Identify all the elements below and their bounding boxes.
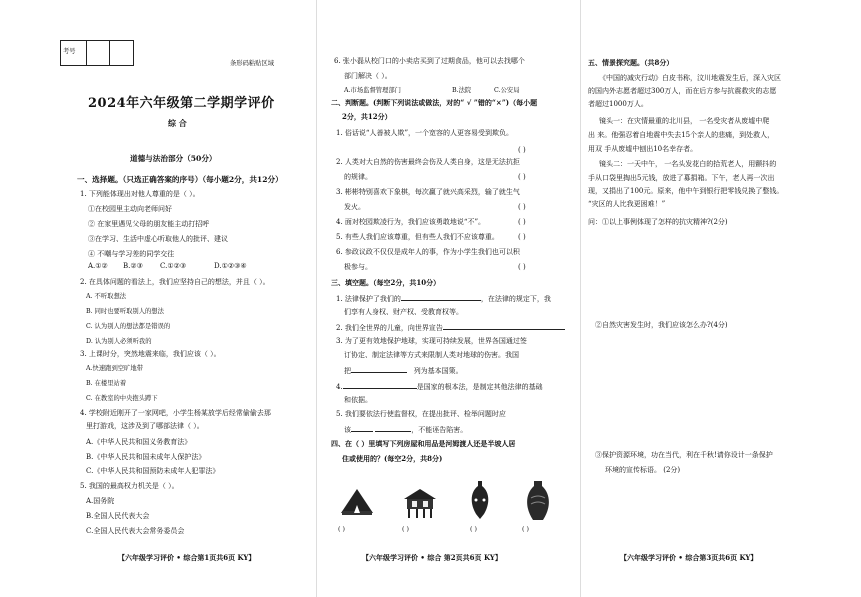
q3-option: A.快速跑到空旷地带 bbox=[86, 365, 143, 372]
question-5: 5. 我国的最高权力机关是（ ）。 bbox=[80, 482, 179, 490]
question-4: 4. 学校附近刚开了一家网吧，小学生杨某放学后经常偷偷去那 bbox=[80, 409, 271, 417]
exam-number-label: 考号 bbox=[63, 48, 76, 55]
q4-option: C.《中华人民共和国预防未成年人犯罪法》 bbox=[86, 467, 220, 475]
question-1: 1. 下列能体现出对他人尊重的是（ ）。 bbox=[80, 190, 200, 198]
q6-option: A.市场监督管理部门 bbox=[344, 87, 401, 94]
question-3: 3. 上课时分，突然地震来临，我们应该（ ）。 bbox=[80, 350, 221, 358]
scene-2-line: 手从口袋里掏出5元钱，放进了募捐箱。下午，老人再一次出 bbox=[588, 174, 775, 182]
q1-option: ④ 不嘲与学习差的同学交往 bbox=[88, 250, 175, 258]
q5-option: A.国务院 bbox=[86, 497, 115, 505]
question-5-2: ②自然灾害发生时，我们应该怎么办?(4分) bbox=[595, 321, 728, 329]
q5-option: B.全国人民代表大会 bbox=[86, 512, 150, 520]
judge-6-cont: 极参与。 bbox=[344, 263, 372, 271]
part4-title-cont: 住或使用的？(每空2分，共8分) bbox=[342, 454, 443, 463]
scene-2-line: “灾区的人比我更困难！” bbox=[588, 200, 666, 208]
image-answer-paren[interactable]: ( ) bbox=[470, 526, 477, 533]
question-5-3-cont: 环境的宣传标语。 (2分) bbox=[605, 466, 681, 474]
page-title: 2024年六年级第二学期学评价 bbox=[88, 96, 275, 111]
q1-option: ② 在家里遇见父母的朋友能主动打招呼 bbox=[88, 220, 210, 228]
judge-6-paren[interactable]: ( ) bbox=[518, 263, 526, 271]
judge-3: 3. 彬彬特别喜欢下象棋，每次赢了就兴高采烈，输了就生气 bbox=[336, 188, 520, 196]
q1-option: ①在校园里主动向老师问好 bbox=[88, 205, 172, 213]
fill-5: 5. 我们要依法行使监督权，在提出批评、检举问题时应 bbox=[336, 410, 506, 418]
part2-title: 二、判断题。(判断下列说法或做法，对的“ √ ”错的“×”)（每小题 bbox=[331, 98, 538, 107]
q1-choice: B.②③ bbox=[123, 262, 143, 270]
fill-4-blank[interactable] bbox=[343, 381, 417, 389]
scene-1-line: 用双 手从废墟中刨出10名幸存者。 bbox=[588, 145, 698, 153]
fill-2-blank[interactable] bbox=[443, 322, 565, 330]
q2-option: C. 认为别人的想法都是错误的 bbox=[86, 323, 171, 330]
page-footer-1: 【六年级学习评价 • 综合第1页共6页 KY】 bbox=[118, 553, 256, 562]
subject-label: 综 合 bbox=[168, 118, 187, 128]
q1-choice: D.①②③④ bbox=[214, 262, 247, 270]
part2-title-cont: 2分，共12分） bbox=[342, 112, 392, 121]
q3-option: C. 在教室的中央抱头蹲下 bbox=[86, 395, 158, 402]
judge-6: 6. 参政议政不仅仅是成年人的事，作为小学生我们也可以积 bbox=[336, 248, 520, 256]
judge-1-paren[interactable]: ( ) bbox=[518, 146, 526, 154]
question-2: 2. 在具体问题的看法上，我们应坚持自己的想法，并且（ ）。 bbox=[80, 278, 270, 286]
q2-option: B. 同时也要听取别人的想法 bbox=[86, 308, 164, 315]
pottery-jar-icon bbox=[468, 480, 492, 520]
part4-title: 四、在（ ）里填写下列房屋和用品是河姆渡人还是半坡人居 bbox=[331, 439, 516, 448]
q4-option: A.《中华人民共和国义务教育法》 bbox=[86, 438, 192, 446]
scene-1-line: 出 来。他强忍着自地震中失去15个亲人的悲痛，到处救人， bbox=[588, 131, 775, 139]
question-5-3: ③保护资源环境，功在当代，利在千秋!请你设计一条保护 bbox=[595, 451, 773, 459]
intro-line: 的国内外志愿者超过300万人，而在后方参与抗震救灾的志愿 bbox=[588, 87, 777, 95]
q1-choice: C.①②③ bbox=[160, 262, 187, 270]
judge-2-paren[interactable]: ( ) bbox=[518, 173, 526, 181]
fill-3-blank[interactable] bbox=[351, 365, 407, 373]
hut-icon bbox=[338, 487, 376, 517]
intro-line: 《中国的减灾行动》白皮书称，汶川地震发生后，深入灾区 bbox=[599, 74, 781, 82]
fill-3-blank-line: 把 列为基本国策。 bbox=[344, 367, 463, 375]
q1-option: ③在学习、生活中虚心听取他人的批评、建议 bbox=[88, 235, 228, 243]
fill-4: 4. 是国家的根本法，是制定其他法律的基础 bbox=[336, 383, 543, 391]
image-answer-paren[interactable]: ( ) bbox=[402, 526, 409, 533]
q6-option: B.法院 bbox=[452, 87, 472, 94]
fill-5-cont: 该 ，不能诬告陷害。 bbox=[344, 426, 468, 434]
part3-title: 三、填空题。（每空2分，共10分） bbox=[331, 278, 441, 287]
scene-2-line: 镜头二：一天中午， 一名头发花白的拾荒老人，用颤抖的 bbox=[599, 160, 777, 168]
fill-4-cont: 和依据。 bbox=[344, 396, 372, 404]
intro-line: 者超过1000万人。 bbox=[588, 100, 648, 108]
fill-2: 2. 我们全世界的儿童，向世界宣告 bbox=[336, 322, 565, 332]
judge-3-cont: 发火。 bbox=[344, 203, 365, 211]
fill-5-blank[interactable] bbox=[375, 424, 411, 432]
fill-3: 3. 为了更有效地保护地球，实现可持续发展，世界各国通过签 bbox=[336, 337, 527, 345]
part5-title: 五、情景探究题。（共8分） bbox=[588, 58, 674, 67]
q6-option: C.公安局 bbox=[494, 87, 520, 94]
page-footer-3: 【六年级学习评价 • 综合第3页共6页 KY】 bbox=[620, 553, 758, 562]
fill-1-cont: 们享有人身权、财产权、受教育权等。 bbox=[344, 308, 463, 316]
question-4-cont: 里打游戏，这涉及到了哪部法律（ ）。 bbox=[86, 422, 204, 430]
q5-option: C.全国人民代表大会常务委员会 bbox=[86, 527, 185, 535]
scene-2-line: 现，又捐出了100元。原来，他中午到银行把零钱兑换了整钱。 bbox=[588, 187, 784, 195]
judge-5: 5. 有些人我们应该尊重，但有些人我们不应该尊重。 bbox=[336, 233, 499, 241]
scene-1-line: 镜头一：在灾情最重的北川县， 一名受灾者从废墟中爬 bbox=[599, 117, 770, 125]
fill-5-blank[interactable] bbox=[351, 424, 373, 432]
section-title: 道德与法治部分（50分） bbox=[130, 154, 217, 163]
question-6: 6. 张小磊从校门口的小卖店买到了过期食品，他可以去找哪个 bbox=[334, 57, 525, 65]
fill-3-cont: 订协定、制定法律等方式来限制人类对地球的伤害。我国 bbox=[344, 351, 519, 359]
pottery-vessel-icon bbox=[523, 480, 553, 522]
fill-1: 1. 法律保护了我们的 ，在法律的规定下，我 bbox=[336, 295, 551, 303]
judge-4: 4. 面对校园欺凌行为，我们应该勇敢地说“不”。 bbox=[336, 218, 486, 226]
question-5-1: 问：①以上事例体现了怎样的抗灾精神?(2分) bbox=[588, 218, 728, 226]
judge-3-paren[interactable]: ( ) bbox=[518, 203, 526, 211]
column-divider bbox=[316, 0, 317, 597]
q1-choice: A.①② bbox=[88, 262, 108, 270]
judge-1: 1. 俗话说“人善被人欺”，一个宽容的人更容易受到欺负。 bbox=[336, 129, 514, 137]
fill-1-blank[interactable] bbox=[401, 293, 481, 301]
q2-option: A. 不听取想法 bbox=[86, 293, 127, 300]
stilt-house-icon bbox=[400, 487, 440, 519]
page-footer-2: 【六年级学习评价 • 综合 第2页共6页 KY】 bbox=[362, 553, 502, 562]
q3-option: B. 在楼里站着 bbox=[86, 380, 127, 387]
q4-option: B.《中华人民共和国未成年人保护法》 bbox=[86, 453, 206, 461]
judge-2-cont: 的规律。 bbox=[344, 173, 372, 181]
image-answer-paren[interactable]: ( ) bbox=[338, 526, 345, 533]
barcode-area-label: 条形码粘贴区域 bbox=[230, 60, 275, 67]
question-6-cont: 部门解决（ ）。 bbox=[344, 72, 392, 80]
column-divider bbox=[580, 0, 581, 597]
image-answer-paren[interactable]: ( ) bbox=[522, 526, 529, 533]
q2-option: D. 认为别人必须听我的 bbox=[86, 338, 152, 345]
judge-5-paren[interactable]: ( ) bbox=[518, 233, 526, 241]
part1-title: 一、选择题。（只选正确答案的序号）（每小题2分，共12分） bbox=[77, 175, 283, 184]
judge-4-paren[interactable]: ( ) bbox=[518, 218, 526, 226]
judge-2: 2. 人类对大自然的伤害最终会伤及人类自身，这是无法抗拒 bbox=[336, 158, 520, 166]
